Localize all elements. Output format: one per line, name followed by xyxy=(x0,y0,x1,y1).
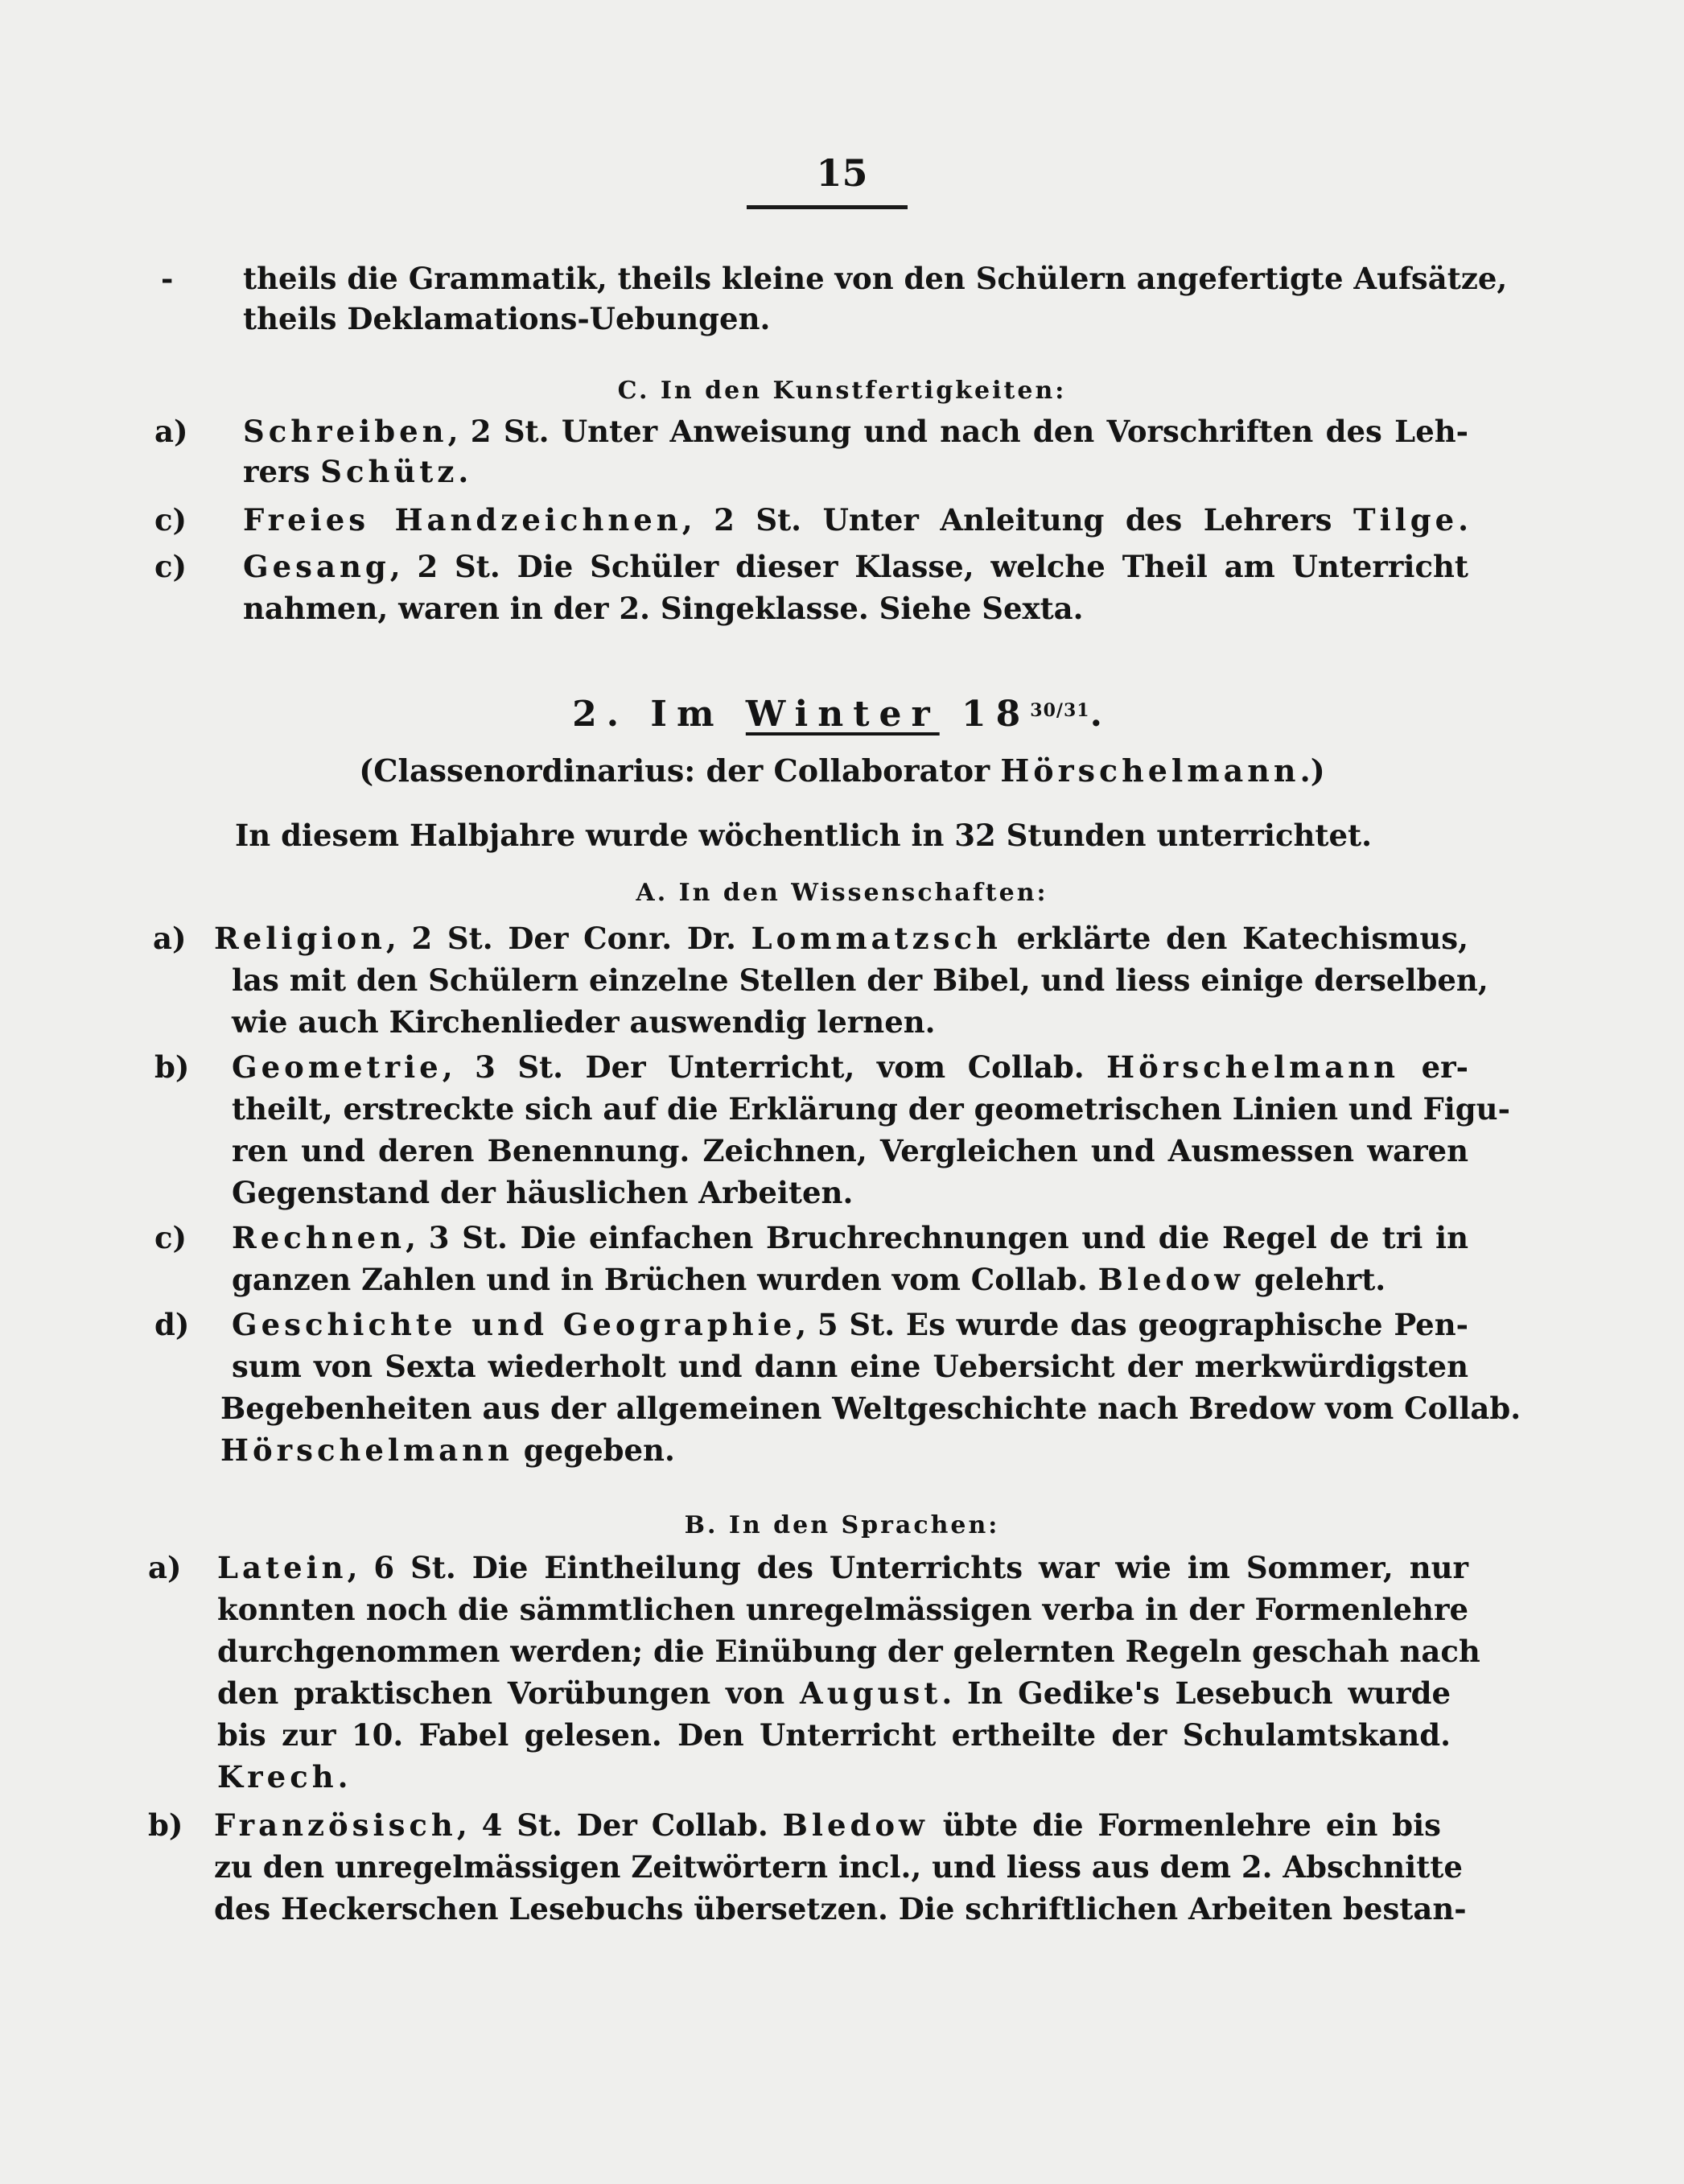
name-august: August xyxy=(800,1675,942,1711)
name-hoerschelmann: Hörschelmann xyxy=(1000,752,1300,789)
item-franzoesisch: b) Französisch, 4 St. Der Collab. Bledow übte die Formenlehre ein bis xyxy=(148,1807,1441,1843)
subject-rechnen: Rechnen xyxy=(232,1220,406,1255)
subject-latein: Latein xyxy=(217,1550,348,1585)
item-rechnen: c) Rechnen, 3 St. Die einfachen Bruchrechnungen und die Regel de tri in xyxy=(154,1220,1468,1255)
name-lommatzsch: Lommatzsch xyxy=(751,921,1002,956)
subject-geometrie: Geometrie xyxy=(232,1049,443,1085)
subject-handzeichnen: Freies Handzeichnen xyxy=(243,502,682,538)
winter-word: Winter xyxy=(745,694,940,735)
hours-line: In diesem Halbjahre wurde wöchentlich in 32 Stunden unterrichtet. xyxy=(235,818,1372,853)
item-schreiben-cont: rers Schütz. xyxy=(243,454,469,489)
section-c-heading: C. In den Kunstfertigkeiten: xyxy=(617,377,1067,405)
continuation-line-1: - theils die Grammatik, theils kleine von den Schülern angefertigte Aufsätze, xyxy=(0,256,1684,301)
item-geschichte: d) Geschichte und Geographie, 5 St. Es wurde das geographische Pen- xyxy=(154,1307,1468,1342)
subject-religion: Religion xyxy=(214,921,386,956)
name-bledow: Bledow xyxy=(1097,1262,1244,1297)
continuation-hyphen: - xyxy=(161,261,174,296)
winter-heading: 2. Im Winter $18^{30/31}$. xyxy=(572,694,1112,735)
item-gesang: c) Gesang, 2 St. Die Schüler dieser Klasse, welche Theil am Unterricht xyxy=(154,549,1468,584)
document-page: 15 - theils die Grammatik, theils kleine von den Schülern angefertigte Aufsätze, theils Deklamations-Uebungen. C. In den Kunstfertigkeiten: a) Schreiben, 2 St. Unter Anweisung und nach den Vorschriften des Leh- rers Schütz. c) Freies Handzeichnen, 2 St. Unter Anleitung des Lehrers Tilge. c) Gesang, 2 St. Die Schüler dieser Klasse, welche Theil am Unterricht nahmen, waren in der 2. Singeklasse. Siehe Sexta. 2. Im Winter $18^{30/31}$. (Classenordinarius: der Collaborator Hörschelmann.) In diesem Halbjahre wurde wöchentlich in 32 Stunden unterrichtet. A. In den Wissenschaften: a) Religion, 2 St. Der Conr. Dr. Lommatzsch erklärte den Katechismus, las mit den Schülern einzelne Stellen der Bibel, und liess einige derselben, wie auch Kirchenlieder auswendig lernen. b) Geometrie, 3 St. Der Unterricht, vom Collab. Hörschelmann er- theilt, erstreckte sich auf die Erklärung der geometrischen Linien und Figu- ren und deren Benennung. Zeichnen, Vergleichen und Ausmessen waren Gegenstand der häuslichen Arbeiten. c) Rechnen, 3 St. Die einfachen Bruchrechnungen und die Regel de tri in ganzen Zahlen und in Brüchen wurden vom Collab. Bledow gelehrt. d) Geschichte und Geographie, 5 St. Es wurde das geographische Pen- sum von Sexta wiederholt und dann eine Uebersicht der merkwürdigsten Begebenheiten aus der allgemeinen Weltgeschichte nach Bredow vom Collab. Hörschelmann gegeben. B. In den Sprachen: a) Latein, 6 St. Die Eintheilung des Unterrichts war wie im Sommer, nur konnten noch die sämmtlichen unregelmässigen verba in der Formenlehre durchgenommen werden; die Einübung der gelernten Regeln geschah nach den praktischen Vorübungen von August. In Gedike's Lesebuch wurde bis zur 10. Fabel gelesen. Den Unterricht ertheilte der Schulamtskand. Krech. b) Französisch, 4 St. Der Collab. Bledow übte die Formenlehre ein bis zu den unregelmässigen Zeitwörtern incl., und liess aus dem 2. Abschnitte des Heckerschen Lesebuchs übersetzen. Die schriftlichen Arbeiten bestan- xyxy=(0,0,1684,2184)
item-handzeichnen: c) Freies Handzeichnen, 2 St. Unter Anleitung des Lehrers Tilge. xyxy=(154,502,1468,538)
year-fraction: 30/31 xyxy=(1030,700,1090,721)
subject-schreiben: Schreiben xyxy=(243,414,448,449)
classenordinarius: (Classenordinarius: der Collaborator Hörschelmann.) xyxy=(359,752,1325,789)
name-krech: Krech xyxy=(217,1759,338,1795)
subject-franzoesisch: Französisch xyxy=(214,1807,457,1843)
section-a-heading: A. In den Wissenschaften: xyxy=(636,879,1048,907)
item-latein: a) Latein, 6 St. Die Eintheilung des Unterrichts war wie im Sommer, nur xyxy=(148,1550,1468,1585)
subject-geschichte: Geschichte und Geographie xyxy=(232,1307,797,1342)
header-rule xyxy=(747,205,908,209)
name-schuetz: Schütz xyxy=(320,454,459,489)
item-gesang-cont: nahmen, waren in der 2. Singeklasse. Siehe Sexta. xyxy=(243,591,1084,626)
page-number: 15 xyxy=(816,151,868,195)
subject-gesang: Gesang xyxy=(243,549,390,584)
section-b-heading: B. In den Sprachen: xyxy=(684,1511,1000,1539)
continuation-line-2: theils Deklamations-Uebungen. xyxy=(243,301,771,336)
item-geometrie: b) Geometrie, 3 St. Der Unterricht, vom Collab. Hörschelmann er- xyxy=(154,1049,1468,1085)
name-tilge: Tilge xyxy=(1353,502,1459,538)
item-schreiben: a) Schreiben, 2 St. Unter Anweisung und nach den Vorschriften des Leh- xyxy=(154,414,1468,449)
item-religion: a) Religion, 2 St. Der Conr. Dr. Lommatzsch erklärte den Katechismus, xyxy=(153,921,1468,956)
